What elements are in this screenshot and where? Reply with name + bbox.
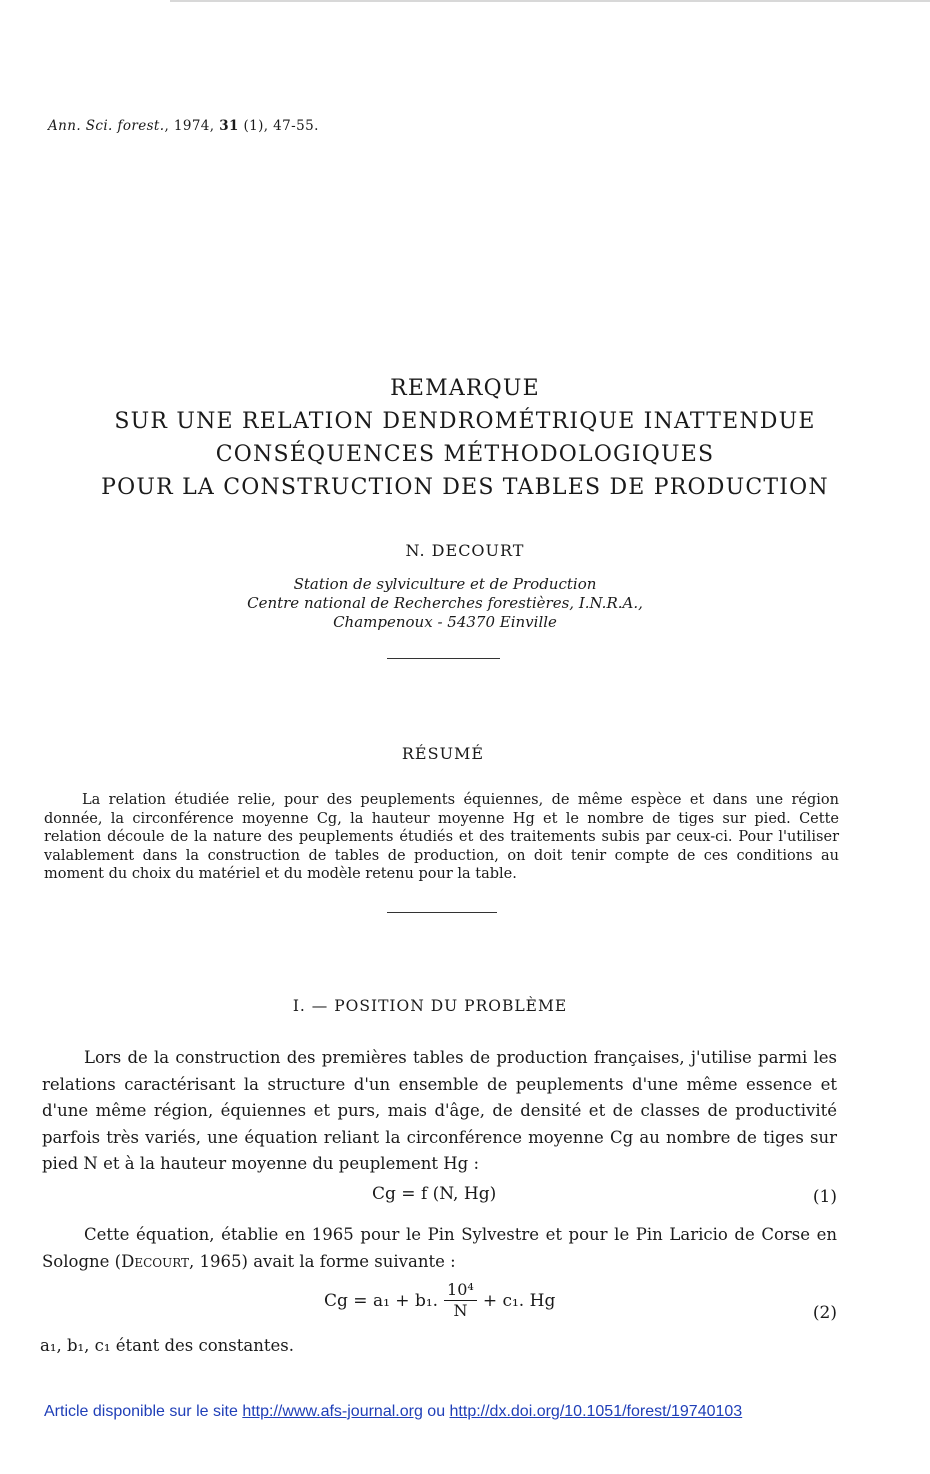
doi-link[interactable]: http://dx.doi.org/10.1051/forest/19740103 [449,1403,743,1420]
separator-rule [387,912,497,913]
affiliation-line: Champenoux - 54370 Einville [333,613,557,631]
footer-prefix: Article disponible sur le site [44,1403,243,1420]
equation-2 [324,1280,555,1321]
fraction-numerator: 10⁴ [444,1280,477,1301]
footer-availability [44,1403,742,1421]
constants-text: a₁, b₁, c₁ étant des constantes. [40,1336,294,1355]
equation-1-number: (1) [812,1187,837,1207]
paragraph-text: Cette équation, établie en 1965 pour le Pin Sylvestre et pour le Pin Laricio de Corse en Sologne ( [42,1225,837,1271]
separator-rule [387,658,500,659]
resume-heading: RÉSUMÉ [401,744,485,763]
title-line: REMARQUE [390,376,540,401]
footer-middle: ou [422,1403,450,1420]
equation-2-number: (2) [812,1303,837,1323]
paragraph-text: , 1965) avait la forme suivante : [189,1251,456,1271]
paper-title [40,372,890,504]
affiliation-line: Centre national de Recherches forestières, I.N.R.A., [247,594,643,612]
citation-volume: 31 [219,118,239,134]
paragraph [42,1222,837,1275]
citation-year: , 1974, [164,118,220,134]
fraction-denominator: N [453,1301,468,1320]
citation-issue-pages: (1), 47-55. [238,118,319,134]
title-line: POUR LA CONSTRUCTION DES TABLES DE PRODUCTION [101,475,829,500]
journal-name: Ann. Sci. forest. [48,118,165,134]
title-line: CONSÉQUENCES MÉTHODOLOGIQUES [215,442,715,467]
citation [48,118,319,134]
equation-2-left: Cg = a₁ + b₁. [324,1290,439,1311]
title-line: SUR UNE RELATION DENDROMÉTRIQUE INATTENDUE [114,409,816,434]
paragraph: Lors de la construction des premières tables de production françaises, j'utilise parmi les relations caractérisant la structure d'un ensemble de peuplements d'une même essence et d'une même région, équiennes et purs, mais d'âge, de densité et de classes de productivité parfois très variés, une équation reliant la circonférence moyenne Cg au nombre de tiges sur pied N et à la hauteur moyenne du peuplement Hg : [42,1048,837,1173]
equation-1: Cg = f (N, Hg) [372,1184,497,1204]
abstract-text: La relation étudiée relie, pour des peuplements équiennes, de même espèce et dans une région donnée, la circonférence moyenne Cg, la hauteur moyenne Hg et le nombre de tiges sur pied. Cette relation découle de la nature des peuplements étudiés et des traitements subis par ceux-ci. Pour l'utiliser valablement dans la construction de tables de production, on doit tenir compte de ces conditions au moment du choix du matériel et du modèle retenu pour la table. [44,792,839,882]
reference-author: Decourt [121,1251,190,1271]
author: N. DECOURT [405,541,525,560]
equation-2-fraction [444,1280,477,1321]
top-edge-line [170,0,930,2]
journal-link[interactable]: http://www.afs-journal.org [242,1403,423,1420]
affiliation [0,575,890,632]
section-heading: I. — POSITION DU PROBLÈME [292,997,568,1015]
equation-2-right: + c₁. Hg [482,1290,556,1311]
affiliation-line: Station de sylviculture et de Production [293,575,597,593]
